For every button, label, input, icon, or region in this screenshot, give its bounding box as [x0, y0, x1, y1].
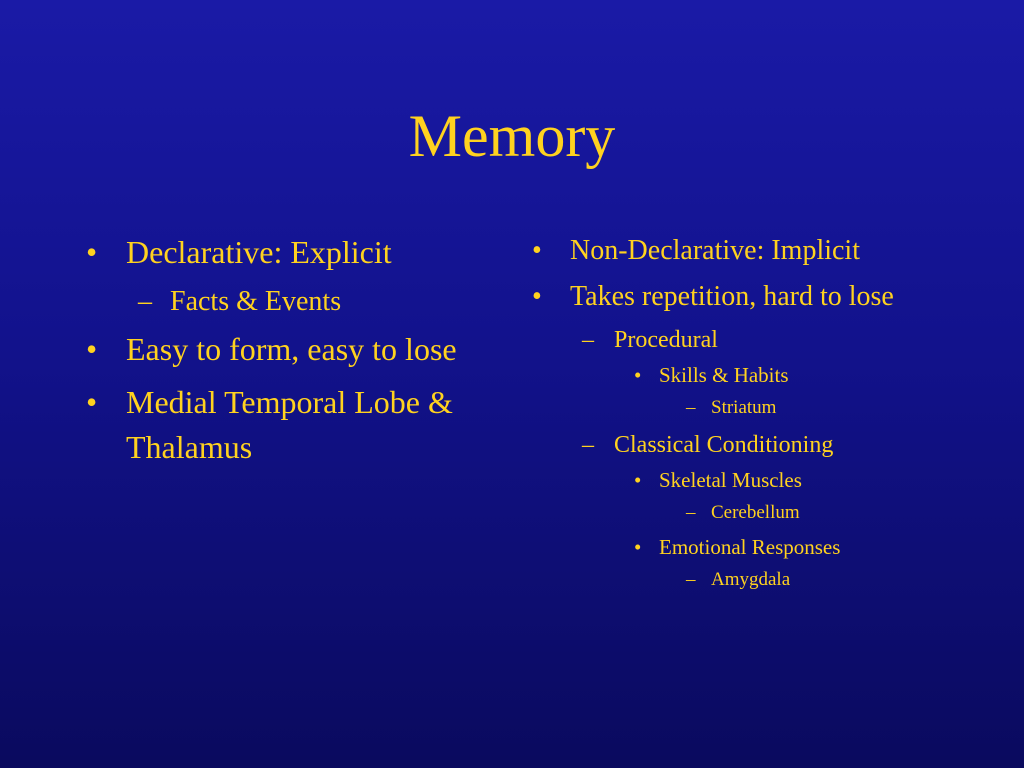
bullet-item	[86, 380, 506, 470]
dash-marker: –	[686, 397, 696, 418]
bullet-item	[532, 276, 952, 317]
bullet-text: Facts & Events	[170, 286, 342, 317]
bullet-text: Procedural	[614, 327, 718, 353]
bullet-text: Cerebellum	[711, 502, 800, 523]
bullet-marker: •	[532, 235, 542, 266]
bullet-text: Classical Conditioning	[614, 432, 834, 458]
sub-sub-bullet-item	[532, 532, 952, 563]
dash-marker: –	[138, 286, 152, 317]
bullet-marker: •	[634, 363, 642, 387]
bullet-item	[86, 230, 506, 275]
bullet-marker: •	[86, 384, 98, 420]
dash-marker: –	[686, 502, 696, 523]
bullet-text: Takes repetition, hard to lose	[570, 281, 894, 312]
bullet-text: Medial Temporal Lobe & Thalamus	[126, 384, 453, 465]
bullet-text: Declarative: Explicit	[126, 234, 392, 270]
bullet-marker: •	[532, 281, 542, 312]
level-four-item	[532, 393, 952, 423]
bullet-item	[86, 327, 506, 372]
sub-bullet-item	[532, 322, 952, 358]
right-column	[532, 230, 952, 599]
level-four-item	[532, 565, 952, 595]
level-four-item	[532, 498, 952, 528]
sub-sub-bullet-item	[532, 360, 952, 391]
sub-bullet-item	[86, 283, 506, 321]
bullet-text: Non-Declarative: Implicit	[570, 235, 860, 266]
bullet-text: Striatum	[711, 397, 777, 418]
bullet-marker: •	[86, 234, 98, 270]
bullet-text: Emotional Responses	[659, 535, 841, 559]
bullet-marker: •	[634, 535, 642, 559]
bullet-item	[532, 230, 952, 271]
dash-marker: –	[582, 432, 594, 458]
bullet-marker: •	[634, 468, 642, 492]
dash-marker: –	[582, 327, 594, 353]
dash-marker: –	[686, 569, 696, 590]
bullet-text: Amygdala	[711, 569, 791, 590]
bullet-text: Skills & Habits	[659, 363, 789, 387]
bullet-text: Easy to form, easy to lose	[126, 331, 457, 367]
bullet-marker: •	[86, 331, 98, 367]
sub-bullet-item	[532, 427, 952, 463]
slide-title: Memory	[408, 103, 616, 169]
sub-sub-bullet-item	[532, 465, 952, 496]
left-column	[86, 230, 506, 478]
bullet-text: Skeletal Muscles	[659, 468, 802, 492]
